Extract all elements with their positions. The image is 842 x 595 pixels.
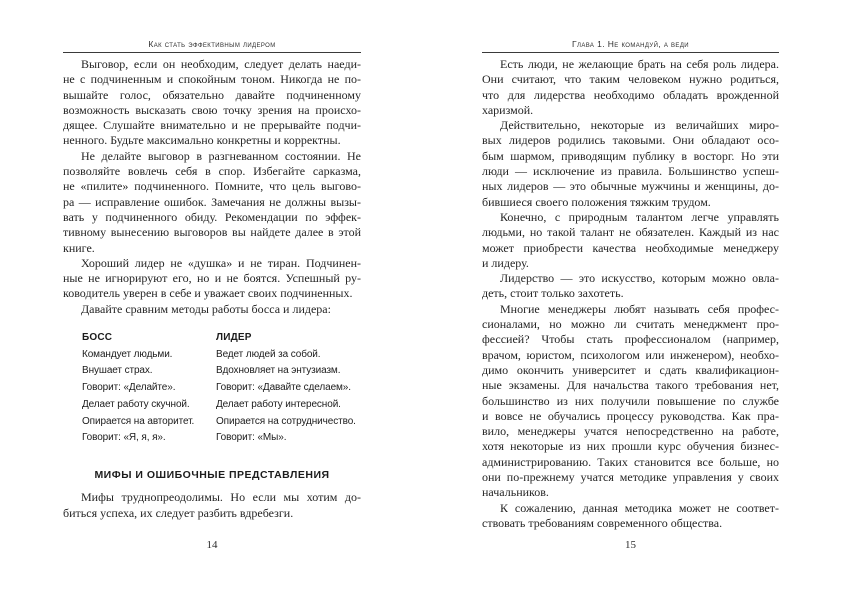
text-line: администрированию. Таких становится все больше, но (482, 454, 779, 469)
text-line: книге. (63, 240, 95, 255)
running-head (63, 39, 361, 53)
text-line: Многие менеджеры любят называть себя профес- (500, 301, 779, 316)
table-cell: Опирается на авторитет. (82, 415, 195, 427)
table-cell: Ведет людей за собой. (216, 348, 321, 360)
paragraph (63, 302, 361, 317)
paragraph (63, 149, 361, 256)
text-line: не с подчиненным и спокойным тоном. Никогда не по- (63, 72, 361, 87)
paragraph (63, 256, 361, 302)
text-line: ные не игнорируют его, но и не боятся. Успешный ру- (63, 271, 361, 286)
section-heading: МИФЫ И ОШИБОЧНЫЕ ПРЕДСТАВЛЕНИЯ (94, 468, 330, 481)
table-cell: Говорит: «Давайте сделаем». (216, 382, 351, 394)
paragraph (482, 501, 779, 532)
text-line: Мифы труднопреодолимы. Но если мы хотим до- (81, 490, 361, 505)
text-line: ненного. Будьте максимально конкретны и корректны. (63, 133, 341, 148)
table-cell: Внушает страх. (82, 365, 153, 377)
text-line: ные экзамены. Для начальства такого требования нет, (482, 378, 779, 393)
text-line: и вовсе не обучались процессу руководства. Как пра- (482, 408, 779, 423)
table-cell: Делает работу интересной. (216, 398, 341, 410)
paragraph (63, 490, 361, 521)
text-line: харизмой. (482, 102, 534, 117)
table-header-row (82, 330, 361, 347)
paragraph (63, 57, 361, 149)
text-line: Давайте сравним методы работы босса и лидера: (81, 301, 331, 316)
text-line: бившиеся своего положения тяжким трудом. (482, 194, 711, 209)
text-line: ра — исправление ошибок. Замечания не должны вызы- (63, 194, 361, 209)
text-line: возможность высказать свою точку зрения на происхо- (63, 102, 361, 117)
text-line: вых лидеров родились таковыми. Они обладают осо- (482, 133, 779, 148)
text-line: Хороший лидер не «душка» и не тиран. Подчинен- (81, 255, 361, 270)
table-cell: Опирается на сотрудничество. (216, 415, 356, 427)
text-line: люди — исключение из правила. Большинство успеш- (482, 164, 779, 179)
text-line: Конечно, с природным талантом легче управлять (500, 209, 779, 224)
table-row (82, 430, 361, 447)
text-line: вышайте голос, обязательно давайте подчиненному (63, 87, 361, 102)
page-right (482, 0, 779, 595)
text-line: позволяйте вовлечь себя в спор. Избегайте сарказма, (63, 164, 361, 179)
page-left (63, 0, 361, 595)
text-line: К сожалению, данная методика может не соответ- (500, 500, 779, 515)
table-row (82, 347, 361, 364)
text-line: Выговор, если он необходим, следует делать наеди- (81, 57, 361, 71)
text-line: людьми, но такой талант не обязателен. Каждый из нас (482, 225, 779, 240)
table-cell: Вдохновляет на энтузиазм. (216, 365, 341, 377)
page-number: 15 (625, 539, 636, 551)
text-line: начальников. (482, 485, 549, 500)
text-line: ководитель уверен в себе и уважает своих подчиненных. (63, 286, 353, 301)
table-cell: Говорит: «Делайте». (82, 382, 176, 394)
text-line: ствовать требованиям современного общества. (482, 515, 723, 530)
text-line: и лидеру. (482, 255, 529, 270)
paragraph (482, 210, 779, 271)
table-row (82, 414, 361, 431)
paragraph (482, 57, 779, 118)
text-line: Не делайте выговор в разгневанном состоянии. Не (81, 148, 361, 163)
running-head-label: Как стать эффективным лидером (148, 39, 276, 49)
paragraph (482, 271, 779, 302)
table-cell: Говорит: «Я, я, я». (82, 432, 166, 444)
boss-vs-leader-table (63, 330, 361, 447)
text-line: не «пилите» подчиненного. Помните, что цель выгово- (63, 179, 361, 194)
text-line: Лидерство — это искусство, которым можно овла- (500, 271, 779, 286)
text-line: они по-прежнему учатся методике управления у своих (482, 470, 779, 485)
paragraph (482, 118, 779, 210)
text-line: вать у подчиненного обиду. Рекомендации по эффек- (63, 209, 361, 224)
paragraph (482, 302, 779, 501)
table-row (82, 380, 361, 397)
table-cell: Говорит: «Мы». (216, 432, 287, 444)
text-line: биться успеха, их следует разбить вдребезги. (63, 505, 294, 520)
text-line: что для лидерства необходимо обладать врожденной (482, 87, 779, 102)
running-head-label: Глава 1. Не командуй, а веди (571, 39, 689, 49)
page-body (63, 57, 361, 521)
table-cell: БОСС (82, 332, 113, 344)
text-line: ных лидеров — это обычные мужчины и женщины, до- (482, 179, 779, 194)
text-line: бым шармом, приводящим публику в восторг. Но эти (482, 148, 779, 163)
text-line: дящее. Слушайте внимательно и не прерывайте подчи- (63, 118, 361, 133)
text-line: может приобрести качества необходимые менеджеру (482, 240, 779, 255)
text-line: Есть люди, не желающие брать на себя роль лидера. (500, 57, 779, 71)
page-body (482, 57, 779, 531)
table-cell: Делает работу скучной. (82, 398, 190, 410)
text-line: димо окончить университет и сдать квалификацион- (482, 362, 779, 377)
running-head (482, 39, 779, 53)
table-cell: Командует людьми. (82, 348, 173, 360)
text-line: Действительно, некоторые из величайших миро- (500, 118, 779, 133)
page-number: 14 (206, 539, 218, 551)
text-line: вило, менеджеры учатся непосредственно на работе, (482, 424, 779, 439)
text-line: врачом, юристом, психологом или инженером), необхо- (482, 347, 779, 362)
text-line: сионалами, но можно ли считать менеджмент про- (482, 317, 779, 332)
text-line: хотя некоторые из них прошли курс обучения бизнес- (482, 439, 779, 454)
table-row (82, 397, 361, 414)
text-line: тивному вынесению выговоров вы найдете далее в этой (63, 225, 361, 240)
table-row (82, 363, 361, 380)
text-line: деть, стоит только захотеть. (482, 286, 624, 301)
text-line: большинство из них получили повышение по службе (482, 393, 779, 408)
text-line: фессией? Чтобы стать профессионалом (например, (482, 332, 779, 347)
table-cell: ЛИДЕР (216, 332, 252, 344)
text-line: Они считают, что таким человеком нужно родиться, (482, 72, 779, 87)
